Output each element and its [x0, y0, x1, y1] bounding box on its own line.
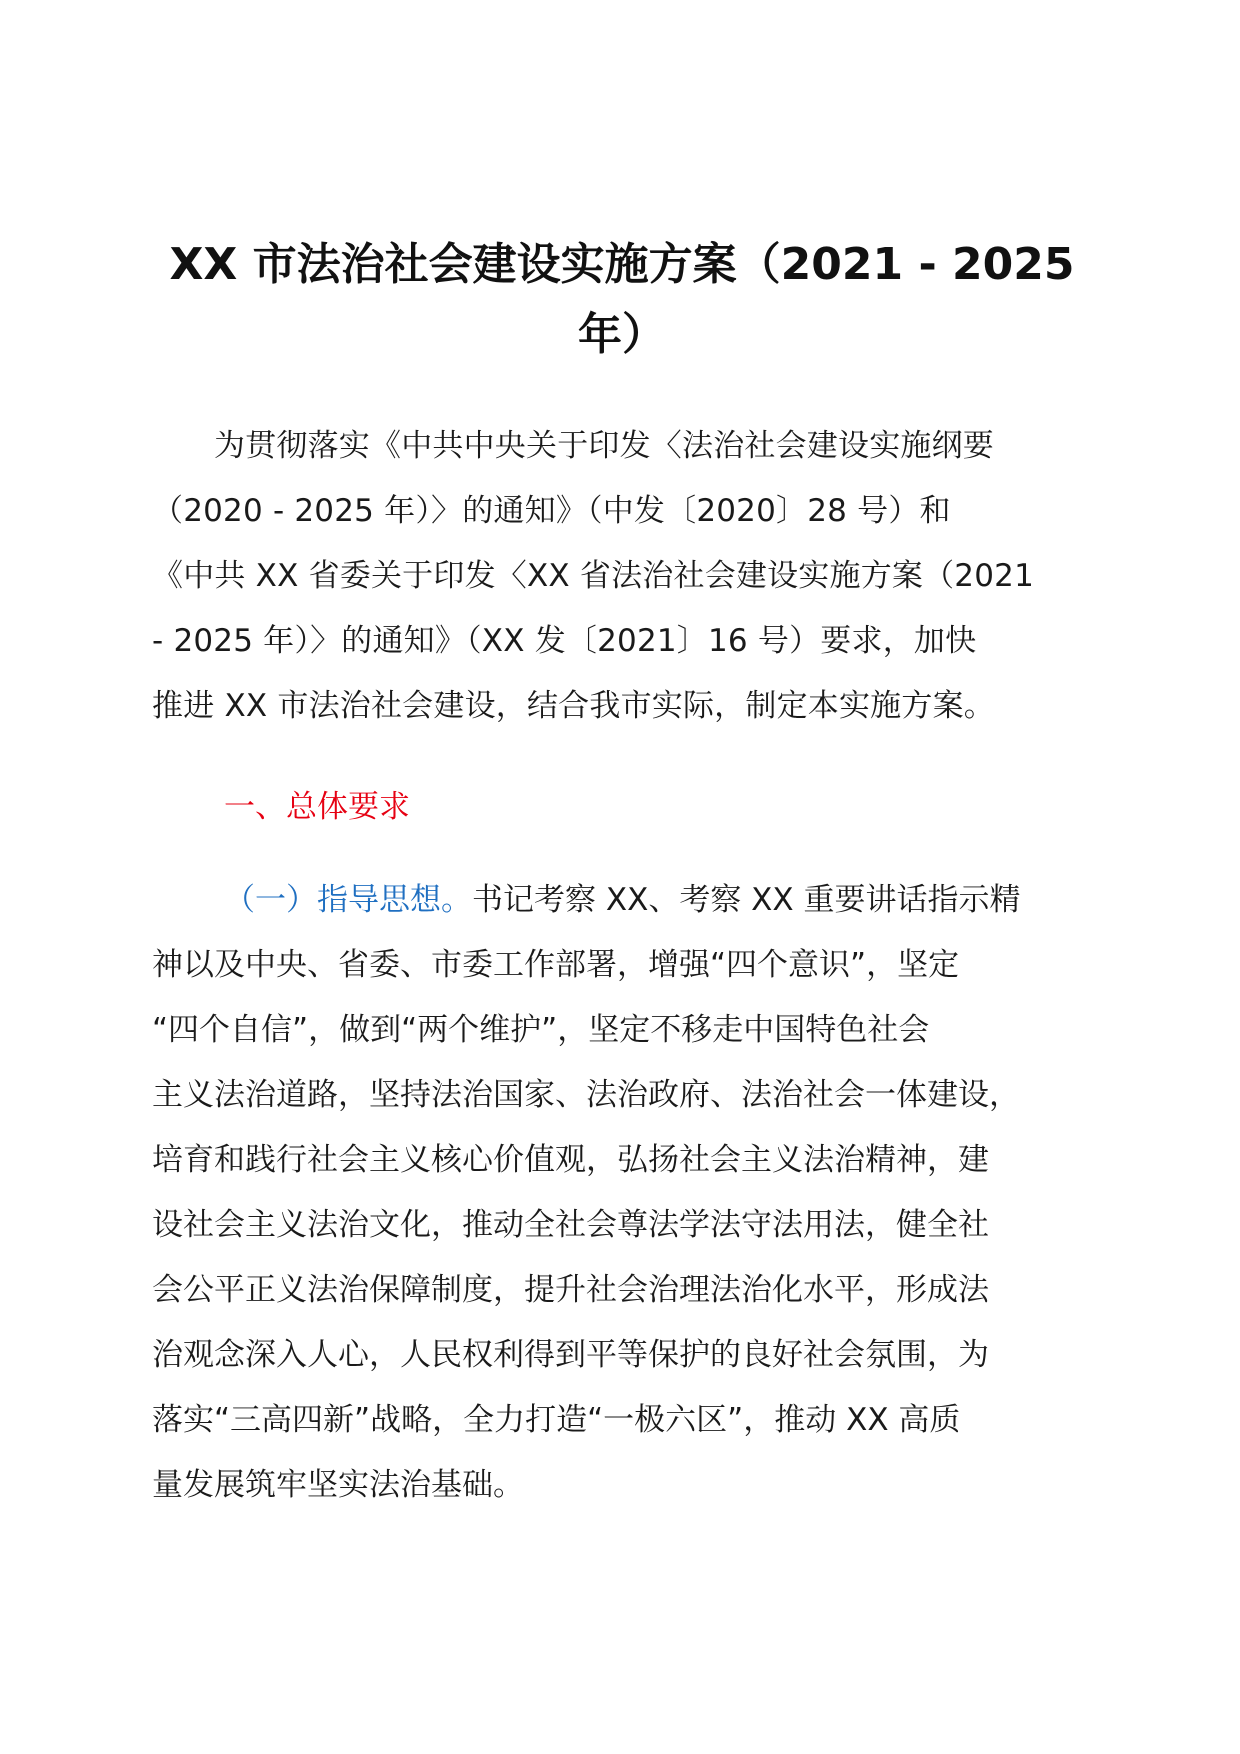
guiding-line: 会公平正义法治保障制度，提升社会治理法治化水平，形成法 [152, 1272, 989, 1308]
intro-line: 为贯彻落实《中共中央关于印发〈法治社会建设实施纲要 [214, 428, 994, 464]
guiding-first-line [152, 868, 1092, 933]
subheading-guiding-ideology: （一）指导思想。 [224, 882, 472, 918]
guiding-line: 主义法治道路，坚持法治国家、法治政府、法治社会一体建设， [152, 1077, 1020, 1113]
document-title [152, 230, 1092, 370]
guiding-first-line-text: 书记考察 XX、考察 XX 重要讲话指示精 [472, 882, 1021, 918]
intro-paragraph [152, 414, 1092, 739]
guiding-line: “四个自信”，做到“两个维护”，坚定不移走中国特色社会 [152, 1012, 930, 1048]
title-line-1: XX 市法治社会建设实施方案（2021 - 2025 [169, 239, 1075, 290]
guiding-line: 设社会主义法治文化，推动全社会尊法学法守法用法，健全社 [152, 1207, 989, 1243]
intro-line: 推进 XX 市法治社会建设，结合我市实际，制定本实施方案。 [152, 688, 995, 724]
section-heading-general-requirements: 一、总体要求 [224, 789, 410, 825]
guiding-line: 治观念深入人心，人民权利得到平等保护的良好社会氛围，为 [152, 1337, 989, 1373]
intro-line: 《中共 XX 省委关于印发〈XX 省法治社会建设实施方案（2021 [152, 558, 1034, 594]
intro-line: （2020 - 2025 年）〉的通知》（中发〔2020〕28 号）和 [152, 493, 951, 529]
guiding-line: 培育和践行社会主义核心价值观，弘扬社会主义法治精神，建 [152, 1142, 989, 1178]
title-line-2: 年） [578, 309, 666, 360]
guiding-line: 量发展筑牢坚实法治基础。 [152, 1467, 524, 1503]
guiding-ideology-paragraph [152, 868, 1092, 1518]
guiding-line: 神以及中央、省委、市委工作部署，增强“四个意识”，坚定 [152, 947, 960, 983]
intro-line: - 2025 年）〉的通知》（XX 发〔2021〕16 号）要求，加快 [152, 623, 977, 659]
document-page [152, 230, 1092, 1518]
guiding-line: 落实“三高四新”战略，全力打造“一极六区”，推动 XX 高质 [152, 1402, 961, 1438]
